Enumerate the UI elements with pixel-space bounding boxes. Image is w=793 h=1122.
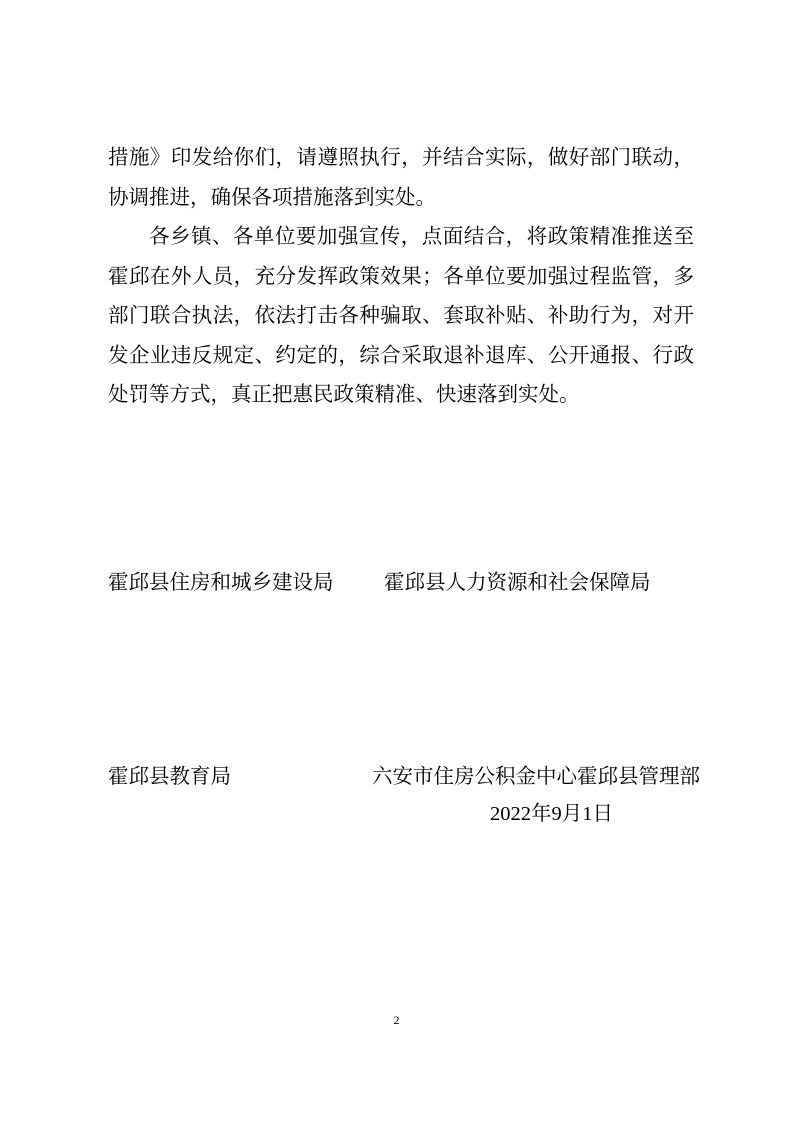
paragraph-1: 措施》印发给你们，请遵照执行，并结合实际，做好部门联动，协调推进，确保各项措施落到实处。 [108,145,694,209]
signature-org-hr-bureau: 霍邱县人力资源和社会保障局 [384,570,651,594]
signature-org-education-bureau: 霍邱县教育局 [108,764,231,788]
signature-date: 2022年9月1日 [490,803,613,825]
signature-org-housing-bureau: 霍邱县住房和城乡建设局 [108,570,334,594]
body-text [108,138,694,415]
paragraph-2: 各乡镇、各单位要加强宣传，点面结合，将政策精准推送至霍邱在外人员，充分发挥政策效果；各单位要加强过程监管，多部门联合执法，依法打击各种骗取、套取补贴、补助行为，对开发企业违反规定、约定的，综合采取退补退库、公开通报、行政处罚等方式，真正把惠民政策精准、快速落到实处。 [108,224,694,406]
page-number: 2 [393,1013,400,1027]
signature-org-housing-fund-center: 六安市住房公积金中心霍邱县管理部 [372,764,700,788]
